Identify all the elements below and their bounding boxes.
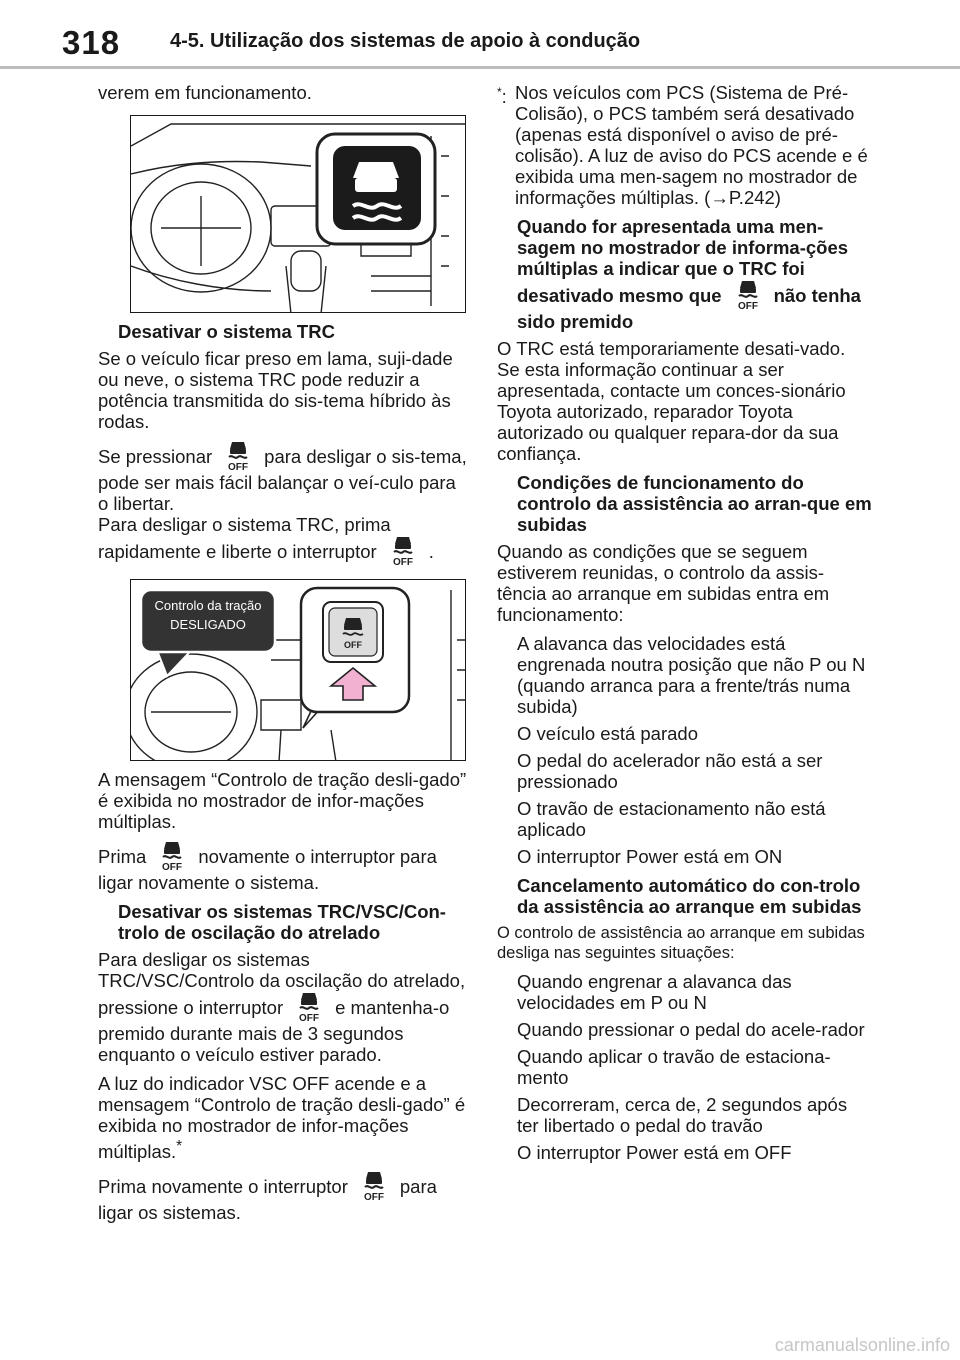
list-item: Quando aplicar o travão de estaciona-mento: [517, 1046, 831, 1088]
trc-off-switch-icon: [218, 440, 258, 472]
text-fragment: para desligar o sis-tema, pode ser mais fácil balançar o veí-culo para o libertar.: [98, 446, 467, 514]
footnote-text: Nos veículos com PCS (Sistema de Pré-Colisão), o PCS também será desativado (apenas está disponível o aviso de pré-colisão). A luz de aviso do PCS acende e é exibida uma men-sagem no mostrador de informações múltiplas. (→P.242): [515, 82, 868, 208]
footnote-mark: *: [176, 1138, 183, 1155]
bubble-line-2: DESLIGADO: [170, 617, 246, 632]
trc-paragraph-1: Se o veículo ficar preso em lama, suji-dade ou neve, o sistema TRC pode reduzir a potência transmitida do sis-tema híbrido às rodas.: [98, 348, 453, 432]
list-item: O travão de estacionamento não está aplicado: [517, 798, 826, 840]
bubble-line-1: Controlo da tração: [154, 598, 262, 613]
svg-text:OFF: OFF: [228, 462, 249, 472]
trc-off-switch-icon: [383, 535, 423, 567]
subheading-all-systems: Desativar os sistemas TRC/VSC/Con-trolo de oscilação do atrelado: [118, 901, 446, 943]
list-item: A alavanca das velocidades está engrenada noutra posição que não P ou N (quando arranca para a frente/trás numa subida): [517, 633, 866, 717]
section-title: 4-5. Utilização dos sistemas de apoio à condução: [170, 30, 641, 52]
indicator-paragraph: [98, 1073, 470, 1162]
footnote-star: *: [497, 85, 502, 99]
figure-trc-off-message: [130, 579, 466, 761]
subheading-hill-start: Condições de funcionamento do controlo da assistência ao arran-que em subidas: [517, 472, 872, 535]
text-fragment: novamente o interruptor para ligar novamente o sistema.: [98, 846, 437, 893]
trc-paragraph-2: [98, 440, 470, 567]
trc-off-switch-icon: [728, 279, 768, 311]
temporary-paragraph: O TRC está temporariamente desati-vado. Se esta informação continuar a ser apresentada, contacte um conces-sionário Toyota autorizado, reparador Toyota autorizado ou qualquer repara-dor da sua confiança.: [497, 338, 846, 464]
prima-paragraph: [98, 840, 470, 893]
subheading-cancel: Cancelamento automático do con-trolo da assistência ao arranque em subidas: [517, 875, 862, 917]
subheading-message: [497, 216, 872, 332]
left-column: [98, 82, 470, 1231]
text-fragment: Para desligar os sistemas TRC/VSC/Controlo da oscilação do atrelado, pressione o interruptor: [98, 949, 466, 1018]
message-paragraph: A mensagem “Controlo de tração desli-gado” é exibida no mostrador de infor-mações múltiplas.: [98, 769, 467, 832]
text-fragment: Se pressionar: [98, 446, 213, 467]
hill-start-paragraph: Quando as condições que se seguem estiverem reunidas, o controlo da assis-tência ao arranque em subidas entra em funcionamento:: [497, 541, 830, 625]
text-fragment: Prima novamente o interruptor: [98, 1176, 348, 1198]
right-column: [497, 82, 872, 1169]
reenable-paragraph: [98, 1170, 470, 1223]
svg-text:OFF: OFF: [737, 301, 758, 311]
text-fragment: Para desligar o sistema TRC, prima rapidamente e liberte o interruptor: [98, 514, 391, 562]
footnote-colon: :: [501, 86, 507, 108]
svg-text:OFF: OFF: [299, 1013, 320, 1023]
text-fragment: A luz do indicador VSC OFF acende e a mensagem “Controlo de tração desli-gado” é exibida no mostrador de infor-mações múltiplas.: [98, 1073, 466, 1163]
intro-paragraph: verem em funcionamento.: [98, 82, 312, 103]
watermark: carmanualsonline.info: [774, 1335, 950, 1355]
list-item: Quando engrenar a alavanca das velocidades em P ou N: [517, 971, 792, 1013]
trc-off-switch-icon: [343, 618, 363, 650]
trc-off-switch-icon: [354, 1170, 394, 1202]
text-fragment: para ligar os sistemas.: [98, 1176, 437, 1224]
cancel-paragraph: O controlo de assistência ao arranque em subidas desliga nas seguintes situações:: [497, 924, 865, 962]
all-systems-paragraph: [98, 949, 470, 1065]
page-number: 318: [62, 24, 121, 61]
dashboard-illustration: [131, 116, 466, 313]
text-fragment: Quando for apresentada uma men-sagem no mostrador de informa-ções múltiplas a indicar que o TRC foi desativado mesmo que: [517, 216, 849, 306]
list-item: O interruptor Power está em ON: [517, 846, 783, 867]
subheading-trc: Desativar o sistema TRC: [118, 321, 335, 342]
svg-text:OFF: OFF: [363, 1192, 384, 1203]
footnote: [497, 82, 872, 208]
list-item: O pedal do acelerador não está a ser pressionado: [517, 750, 823, 792]
figure-trc-indicator: [130, 115, 466, 313]
list-item: O interruptor Power está em OFF: [517, 1142, 792, 1163]
text-fragment: e mantenha-o premido durante mais de 3 segundos enquanto o veículo estiver parado.: [98, 997, 450, 1065]
svg-text:OFF: OFF: [162, 862, 183, 872]
list-item: Quando pressionar o pedal do acele-rador: [517, 1019, 865, 1040]
list-item: Decorreram, cerca de, 2 segundos após ter libertado o pedal do travão: [517, 1094, 848, 1136]
list-item: O veículo está parado: [517, 723, 698, 744]
trc-off-switch-icon: [152, 840, 192, 872]
footnote-marker: [497, 82, 507, 107]
trc-off-switch-icon: [289, 991, 329, 1023]
text-fragment: não tenha sido premido: [517, 285, 861, 332]
text-fragment: .: [428, 541, 434, 562]
svg-text:OFF: OFF: [344, 640, 362, 650]
text-fragment: Prima: [98, 846, 147, 867]
trc-off-message-bubble: [147, 596, 269, 634]
skid-indicator-icon: [333, 146, 421, 230]
header-divider: [0, 66, 960, 69]
svg-text:OFF: OFF: [392, 557, 413, 567]
